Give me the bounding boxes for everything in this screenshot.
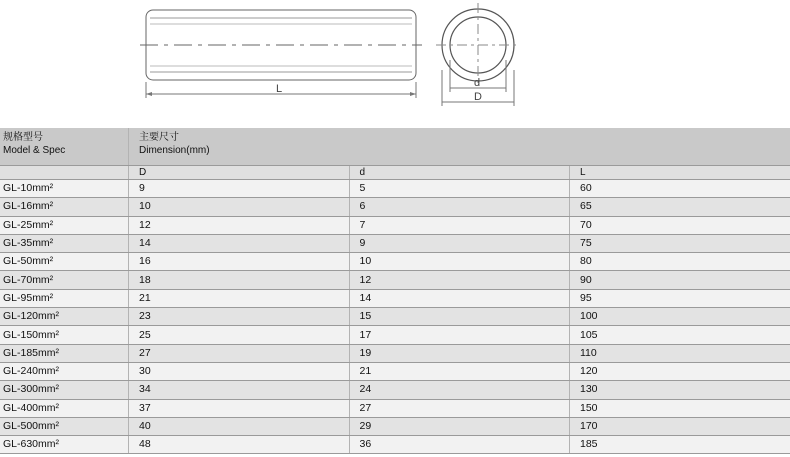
outer-diameter-cell: 14 <box>129 234 350 252</box>
table-row <box>0 198 790 216</box>
model-unit: mm² <box>32 182 54 195</box>
length-cell: 100 <box>570 308 790 326</box>
outer-diameter-cell: 21 <box>129 289 350 307</box>
inner-diameter-cell: 9 <box>349 234 570 252</box>
length-cell: 75 <box>570 234 790 252</box>
table-row <box>0 417 790 435</box>
model-cell <box>0 271 129 289</box>
header-inner-diameter: d <box>349 166 570 180</box>
length-cell: 150 <box>570 399 790 417</box>
inner-diameter-cell: 6 <box>349 198 570 216</box>
model-cell <box>0 344 129 362</box>
model-unit: mm² <box>38 420 60 432</box>
model-unit: mm² <box>32 255 54 268</box>
model-name: GL-70 <box>3 273 33 286</box>
model-unit: mm² <box>38 365 60 378</box>
inner-diameter-cell: 19 <box>349 344 570 362</box>
model-cell <box>0 253 129 271</box>
inner-diameter-cell: 7 <box>349 216 570 234</box>
table-row <box>0 289 790 307</box>
model-cell <box>0 216 129 234</box>
outer-diameter-cell: 23 <box>129 308 350 326</box>
model-name: GL-500 <box>3 420 39 432</box>
model-cell <box>0 326 129 344</box>
outer-diameter-cell: 37 <box>129 399 350 417</box>
header-model-cell <box>0 128 129 166</box>
model-unit: mm² <box>38 401 60 414</box>
length-cell: 170 <box>570 417 790 435</box>
model-cell <box>0 362 129 380</box>
inner-diameter-cell: 15 <box>349 308 570 326</box>
table-row <box>0 234 790 252</box>
inner-diameter-cell: 27 <box>349 399 570 417</box>
table-row <box>0 362 790 380</box>
outer-diameter-cell: 12 <box>129 216 350 234</box>
inner-diameter-cell: 12 <box>349 271 570 289</box>
header-dimension-cell <box>129 128 790 166</box>
model-name: GL-300 <box>3 383 39 396</box>
model-unit: mm² <box>32 200 54 213</box>
model-unit: mm² <box>38 383 60 396</box>
length-label: L <box>276 83 283 95</box>
model-cell <box>0 417 129 435</box>
table-row <box>0 271 790 289</box>
model-unit: mm² <box>38 310 60 323</box>
model-unit: mm² <box>32 218 54 231</box>
table-row <box>0 216 790 234</box>
length-cell: 105 <box>570 326 790 344</box>
outer-diameter-cell: 9 <box>129 180 350 198</box>
model-cell <box>0 399 129 417</box>
header-model-cn: 规格型号 <box>3 132 43 143</box>
model-cell <box>0 198 129 216</box>
model-name: GL-35 <box>3 237 33 250</box>
model-name: GL-630 <box>3 438 39 451</box>
header-model-en: Model & Spec <box>3 145 66 156</box>
model-cell <box>0 436 129 454</box>
subheader-empty-cell <box>0 166 129 180</box>
outer-diameter-cell: 40 <box>129 417 350 435</box>
length-cell: 80 <box>570 253 790 271</box>
inner-diameter-cell: 14 <box>349 289 570 307</box>
length-cell: 65 <box>570 198 790 216</box>
outer-diameter-cell: 10 <box>129 198 350 216</box>
specification-table-body <box>0 128 790 454</box>
table-row <box>0 180 790 198</box>
length-cell: 70 <box>570 216 790 234</box>
model-name: GL-150 <box>3 328 39 341</box>
inner-diameter-label: d <box>474 77 481 89</box>
model-unit: mm² <box>38 328 60 341</box>
outer-diameter-label: D <box>474 91 482 103</box>
model-name: GL-25 <box>3 218 33 231</box>
model-name: GL-240 <box>3 365 39 378</box>
model-name: GL-185 <box>3 346 39 359</box>
model-unit: mm² <box>32 273 54 286</box>
inner-diameter-cell: 5 <box>349 180 570 198</box>
table-header-row <box>0 128 790 166</box>
table-row <box>0 436 790 454</box>
outer-diameter-cell: 48 <box>129 436 350 454</box>
model-cell <box>0 381 129 399</box>
outer-diameter-cell: 16 <box>129 253 350 271</box>
outer-diameter-cell: 27 <box>129 344 350 362</box>
table-row <box>0 253 790 271</box>
model-unit: mm² <box>32 291 54 304</box>
header-dimension-en: Dimension(mm) <box>139 145 210 156</box>
table-row <box>0 381 790 399</box>
table-row <box>0 308 790 326</box>
length-cell: 130 <box>570 381 790 399</box>
model-cell <box>0 180 129 198</box>
outer-diameter-cell: 34 <box>129 381 350 399</box>
header-dimension-cn: 主要尺寸 <box>139 132 179 143</box>
table-row <box>0 399 790 417</box>
model-unit: mm² <box>32 237 54 250</box>
model-unit: mm² <box>38 438 60 451</box>
model-name: GL-50 <box>3 255 33 268</box>
inner-diameter-cell: 21 <box>349 362 570 380</box>
model-name: GL-95 <box>3 291 33 304</box>
model-name: GL-10 <box>3 182 33 195</box>
length-cell: 95 <box>570 289 790 307</box>
model-name: GL-16 <box>3 200 33 213</box>
length-cell: 185 <box>570 436 790 454</box>
model-cell <box>0 289 129 307</box>
model-name: GL-120 <box>3 310 39 323</box>
outer-diameter-cell: 30 <box>129 362 350 380</box>
outer-diameter-cell: 25 <box>129 326 350 344</box>
inner-diameter-cell: 24 <box>349 381 570 399</box>
model-cell <box>0 234 129 252</box>
table-row <box>0 344 790 362</box>
length-cell: 120 <box>570 362 790 380</box>
length-cell: 60 <box>570 180 790 198</box>
model-unit: mm² <box>38 346 60 359</box>
inner-diameter-cell: 29 <box>349 417 570 435</box>
header-outer-diameter: D <box>129 166 350 180</box>
inner-diameter-cell: 17 <box>349 326 570 344</box>
specification-table <box>0 128 790 454</box>
table-subheader-row <box>0 166 790 180</box>
length-cell: 110 <box>570 344 790 362</box>
table-row <box>0 326 790 344</box>
model-cell <box>0 308 129 326</box>
length-cell: 90 <box>570 271 790 289</box>
technical-drawing <box>0 0 790 128</box>
model-name: GL-400 <box>3 401 39 414</box>
outer-diameter-cell: 18 <box>129 271 350 289</box>
header-length: L <box>570 166 790 180</box>
inner-diameter-cell: 10 <box>349 253 570 271</box>
inner-diameter-cell: 36 <box>349 436 570 454</box>
